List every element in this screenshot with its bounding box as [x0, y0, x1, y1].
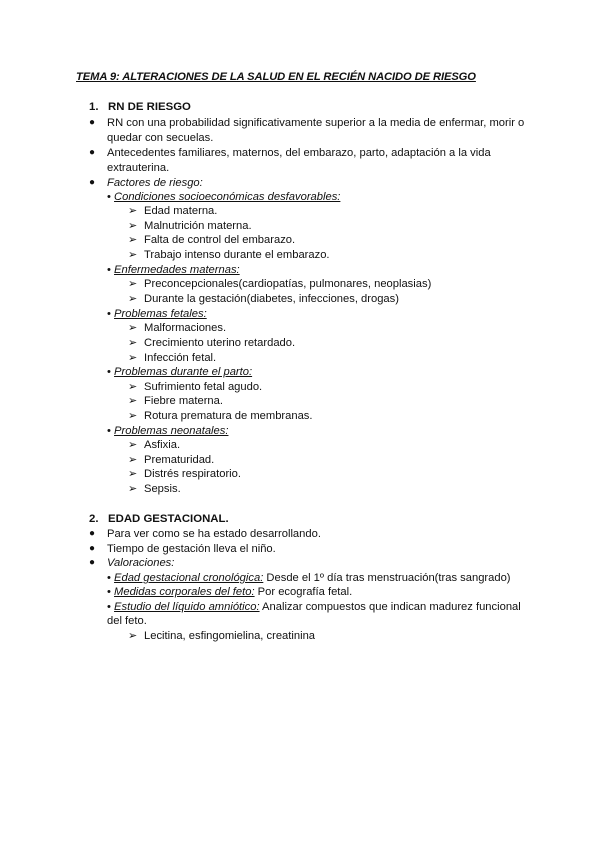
valoracion-subitem-text: Lecitina, esfingomielina, creatinina: [144, 630, 316, 642]
section-1-title: RN DE RIESGO: [108, 101, 191, 113]
risk-group-label: [107, 365, 252, 379]
valoracion-label: Edad gestacional cronológica:: [114, 572, 264, 584]
bullet-icon: ●: [89, 177, 96, 188]
bullet-continuation: quedar con secuelas.: [107, 132, 214, 144]
bullet-icon: ●: [89, 528, 96, 539]
sub-bullet-icon: •: [107, 572, 111, 584]
valoracion-text: Analizar compuestos que indican madurez funcional: [259, 601, 521, 613]
risk-item-text: Sepsis.: [144, 483, 181, 495]
arrow-icon: ➢: [128, 630, 138, 642]
arrow-icon: ➢: [128, 454, 138, 466]
bullet-icon: ●: [89, 117, 96, 128]
valoracion-text: Desde el 1º día tras menstruación(tras sangrado): [263, 572, 511, 584]
arrow-icon: ➢: [128, 381, 138, 393]
risk-group-label: [107, 263, 240, 277]
risk-group-text: Problemas durante el parto:: [114, 366, 253, 378]
arrow-icon: ➢: [128, 234, 138, 246]
arrow-icon: ➢: [128, 278, 138, 290]
arrow-icon: ➢: [128, 220, 138, 232]
arrow-icon: ➢: [128, 483, 138, 495]
section-2-number: 2.: [89, 513, 99, 525]
risk-item-text: Durante la gestación(diabetes, infecciones, drogas): [144, 293, 399, 305]
valoracion-label: Medidas corporales del feto:: [114, 586, 255, 598]
bullet-text: Tiempo de gestación lleva el niño.: [107, 543, 276, 555]
valoracion-continuation: del feto.: [107, 615, 147, 627]
risk-item-text: Sufrimiento fetal agudo.: [144, 381, 263, 393]
arrow-icon: ➢: [128, 439, 138, 451]
valoracion-label: Estudio del líquido amniótico:: [114, 601, 260, 613]
arrow-icon: ➢: [128, 249, 138, 261]
document-title: TEMA 9: ALTERACIONES DE LA SALUD EN EL RECIÉN NACIDO DE RIESGO: [76, 71, 476, 83]
risk-item-text: Infección fetal.: [144, 352, 217, 364]
arrow-icon: ➢: [128, 352, 138, 364]
risk-item-text: Rotura prematura de membranas.: [144, 410, 313, 422]
risk-group-text: Condiciones socioeconómicas desfavorables:: [114, 191, 341, 203]
arrow-icon: ➢: [128, 337, 138, 349]
valoracion-item: [107, 571, 511, 585]
section-2-heading: [89, 513, 229, 525]
risk-item-text: Fiebre materna.: [144, 395, 223, 407]
sub-bullet-icon: •: [107, 425, 111, 437]
risk-item-text: Malnutrición materna.: [144, 220, 252, 232]
sub-bullet-icon: •: [107, 586, 111, 598]
arrow-icon: ➢: [128, 205, 138, 217]
bullet-icon: ●: [89, 543, 96, 554]
bullet-text: Valoraciones:: [107, 557, 175, 569]
risk-group-label: [107, 307, 207, 321]
risk-item-text: Malformaciones.: [144, 322, 227, 334]
bullet-text: Para ver como se ha estado desarrollando.: [107, 528, 321, 540]
risk-item-text: Distrés respiratorio.: [144, 468, 241, 480]
bullet-text: Factores de riesgo:: [107, 177, 203, 189]
risk-item-text: Edad materna.: [144, 205, 218, 217]
valoracion-item: [107, 600, 521, 614]
arrow-icon: ➢: [128, 410, 138, 422]
bullet-continuation: extrauterina.: [107, 162, 170, 174]
section-1-number: 1.: [89, 101, 99, 113]
bullet-text: Antecedentes familiares, maternos, del embarazo, parto, adaptación a la vida: [107, 147, 491, 159]
risk-group-text: Problemas fetales:: [114, 308, 207, 320]
risk-item-text: Prematuridad.: [144, 454, 215, 466]
risk-item-text: Preconcepcionales(cardiopatías, pulmonares, neoplasias): [144, 278, 432, 290]
risk-group-label: [107, 190, 340, 204]
risk-group-text: Enfermedades maternas:: [114, 264, 240, 276]
risk-group-label: [107, 424, 228, 438]
sub-bullet-icon: •: [107, 308, 111, 320]
section-2-title: EDAD GESTACIONAL.: [108, 513, 229, 525]
arrow-icon: ➢: [128, 293, 138, 305]
risk-item-text: Trabajo intenso durante el embarazo.: [144, 249, 330, 261]
risk-item-text: Crecimiento uterino retardado.: [144, 337, 296, 349]
risk-item-text: Falta de control del embarazo.: [144, 234, 296, 246]
risk-group-text: Problemas neonatales:: [114, 425, 229, 437]
sub-bullet-icon: •: [107, 191, 111, 203]
sub-bullet-icon: •: [107, 601, 111, 613]
bullet-icon: ●: [89, 147, 96, 158]
arrow-icon: ➢: [128, 395, 138, 407]
bullet-text: RN con una probabilidad significativamente superior a la media de enfermar, morir o: [107, 117, 525, 129]
risk-item-text: Asfixia.: [144, 439, 181, 451]
section-1-heading: [89, 101, 191, 113]
bullet-icon: ●: [89, 557, 96, 568]
arrow-icon: ➢: [128, 322, 138, 334]
arrow-icon: ➢: [128, 468, 138, 480]
sub-bullet-icon: •: [107, 264, 111, 276]
sub-bullet-icon: •: [107, 366, 111, 378]
valoracion-text: Por ecografía fetal.: [254, 586, 353, 598]
valoracion-item: [107, 585, 352, 599]
